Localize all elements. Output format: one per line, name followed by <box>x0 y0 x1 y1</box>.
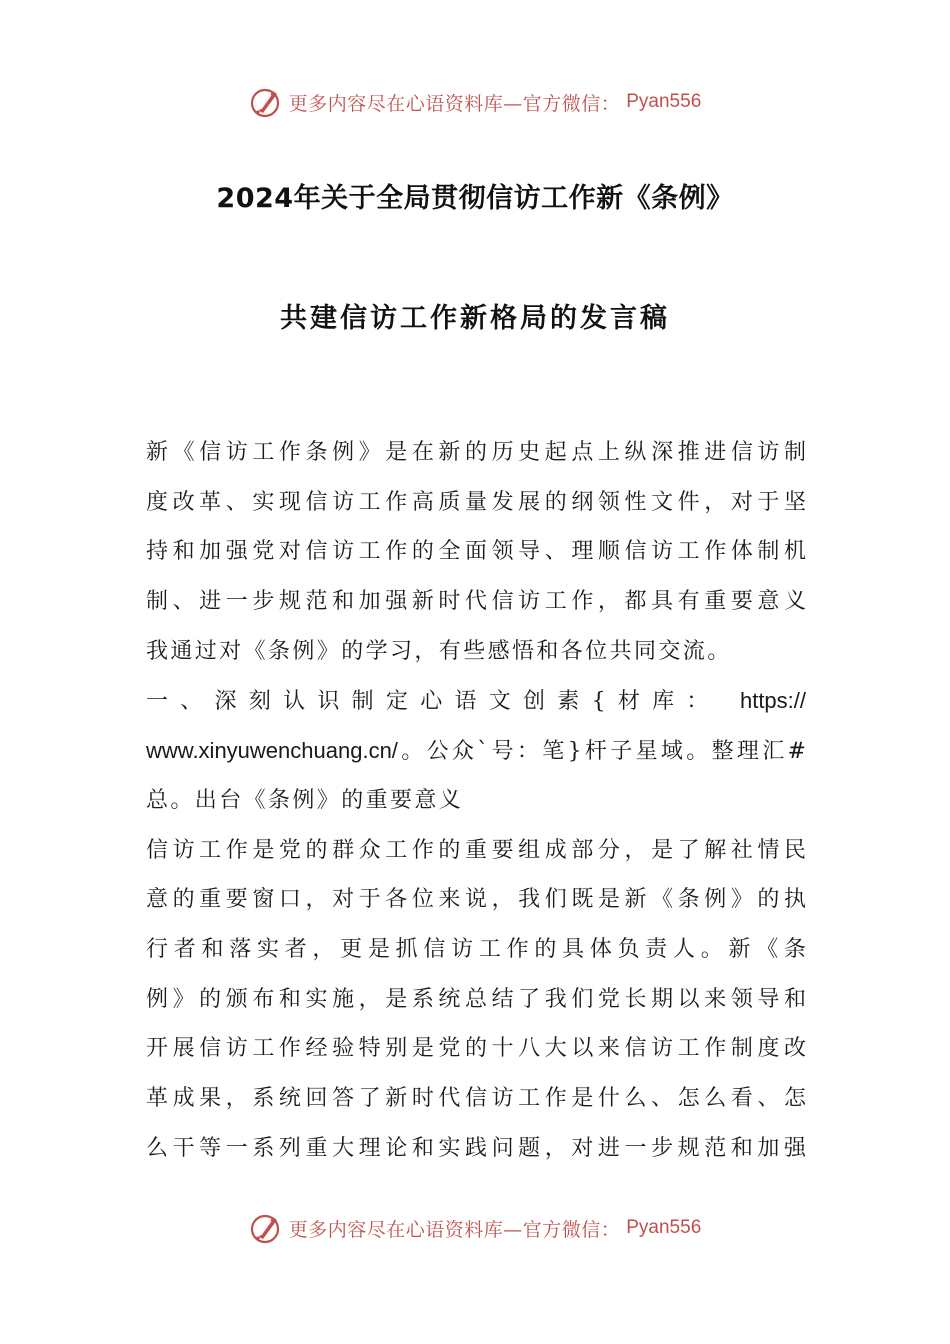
body-line: 意的重要窗口，对于各位来说，我们既是新《条例》的执 <box>146 887 806 913</box>
body-line-url <box>146 726 806 776</box>
url-fragment: https:// <box>739 688 806 714</box>
footer-banner-text: 更多内容尽在心语资料库—官方微信： <box>288 1218 621 1241</box>
url-text: www.xinyuwenchuang.cn/ <box>146 738 398 764</box>
header-wechat-id: Pyan556 <box>626 91 702 112</box>
body-line: 例》的颁布和实施，是系统总结了我们党长期以来领导和 <box>146 986 806 1012</box>
quill-pen-circle-icon <box>249 85 283 119</box>
body-line: 信访工作是党的群众工作的重要组成部分，是了解社情民 <box>146 837 806 863</box>
body-line: 我通过对《条例》的学习，有些感悟和各位共同交流。 <box>146 638 732 664</box>
section-heading-text: 一、深刻认识制定心语文创素{材库： <box>146 689 721 715</box>
document-body <box>146 428 806 1173</box>
body-line-section-heading <box>146 676 806 726</box>
url-trailing-text: 。公众`号：笔}杆子星域。整理汇# <box>397 739 806 765</box>
footer-wechat-id: Pyan556 <box>626 1217 702 1238</box>
footer-banner <box>0 1208 950 1248</box>
document-title-line2: 共建信访工作新格局的发言稿 <box>280 303 670 334</box>
body-line: 革成果，系统回答了新时代信访工作是什么、怎么看、怎 <box>146 1085 806 1111</box>
header-banner <box>0 82 950 122</box>
body-line: 么干等一系列重大理论和实践问题，对进一步规范和加强 <box>146 1135 806 1161</box>
body-line: 持和加强党对信访工作的全面领导、理顺信访工作体制机 <box>146 539 806 565</box>
header-banner-text: 更多内容尽在心语资料库—官方微信： <box>288 92 621 115</box>
body-line: 总。出台《条例》的重要意义 <box>146 787 464 813</box>
document-title-line1: 2024年关于全局贯彻信访工作新《条例》 <box>216 183 734 214</box>
body-line: 度改革、实现信访工作高质量发展的纲领性文件，对于坚 <box>146 489 806 515</box>
body-line: 行者和落实者，更是抓信访工作的具体负责人。新《条 <box>146 936 806 962</box>
quill-pen-circle-icon <box>249 1211 283 1245</box>
body-line: 新《信访工作条例》是在新的历史起点上纵深推进信访制 <box>146 440 806 465</box>
body-line: 开展信访工作经验特别是党的十八大以来信访工作制度改 <box>146 1036 806 1062</box>
body-line: 制、进一步规范和加强新时代信访工作，都具有重要意义 <box>146 589 806 615</box>
